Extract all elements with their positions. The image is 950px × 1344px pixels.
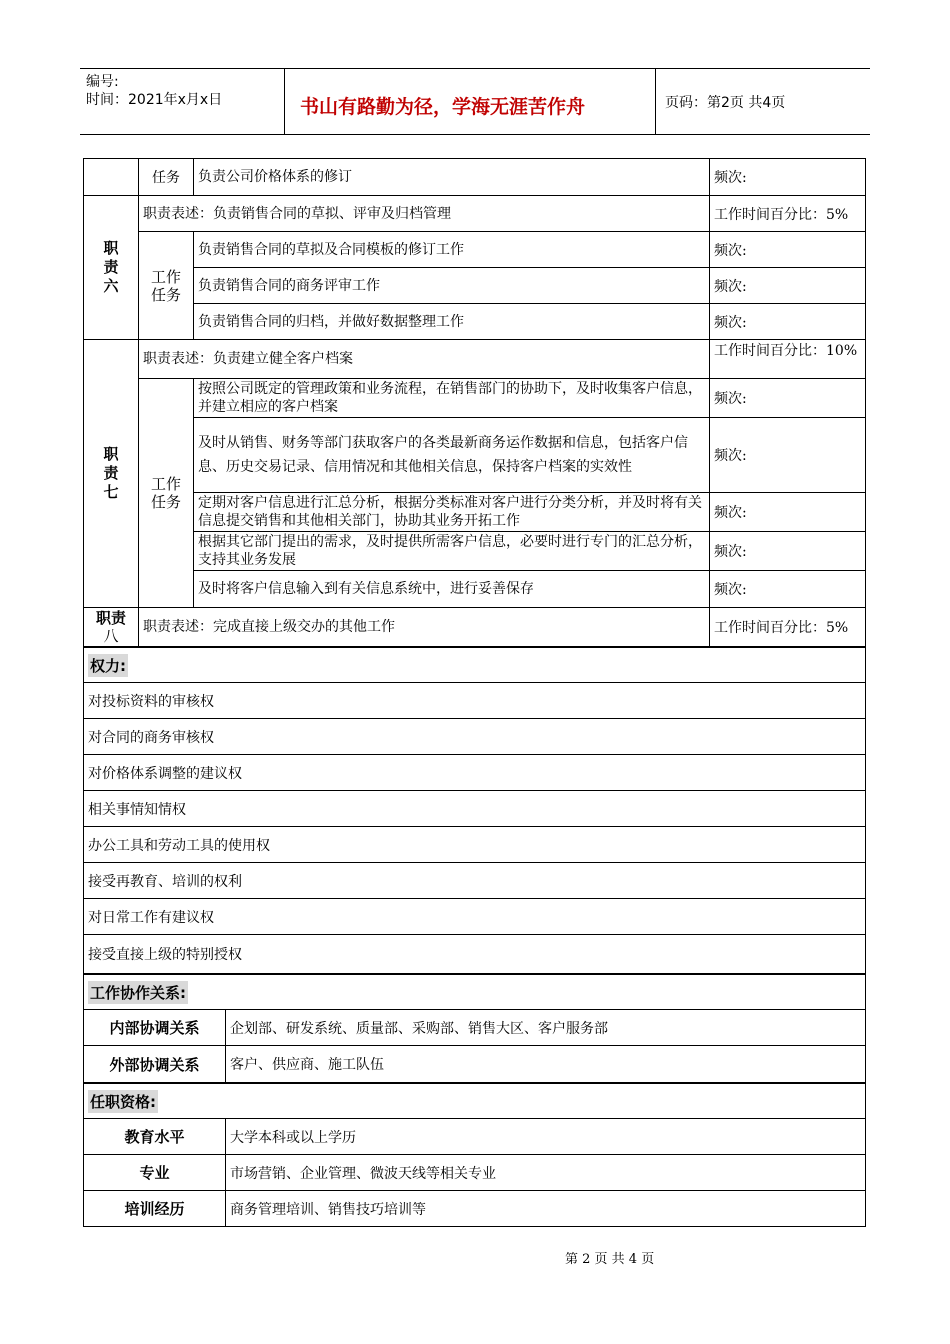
- relations-section-title: [83, 973, 866, 1010]
- duty7-task-freq: 频次:: [714, 544, 747, 560]
- duty7-task-text: 及时将客户信息输入到有关信息系统中，进行妥善保存: [198, 581, 534, 597]
- duty6-task-3: [193, 303, 710, 340]
- duty6-title: [83, 195, 139, 340]
- relation-value-text: 企划部、研发系统、质量部、采购部、销售大区、客户服务部: [230, 1020, 608, 1037]
- power-item-text: 对合同的商务审核权: [88, 729, 214, 746]
- duty6-task-1: [193, 231, 710, 268]
- duty6-task-freq: 频次:: [714, 314, 747, 331]
- qualifications-section-title: [83, 1082, 866, 1119]
- power-item: [83, 754, 866, 791]
- qualification-label-text: 专业: [139, 1164, 170, 1182]
- qualification-label: [83, 1190, 226, 1227]
- duty7-task-2-freq: [709, 417, 866, 493]
- powers-title-text: 权力:: [88, 654, 128, 677]
- duty7-task-freq: 频次:: [714, 391, 747, 407]
- duty6-task-3-freq: [709, 303, 866, 340]
- duty7-task-3-freq: [709, 492, 866, 532]
- relation-value: [225, 1009, 866, 1046]
- duty5-title-cell: [83, 158, 139, 196]
- duty7-task-5: [193, 570, 710, 608]
- power-item-text: 对投标资料的审核权: [88, 693, 214, 710]
- qualification-label-text: 教育水平: [124, 1128, 185, 1146]
- duty8-title-line: 八: [103, 627, 119, 645]
- duty6-task-label-line: 工作: [150, 267, 181, 286]
- duty6-task-2: [193, 267, 710, 304]
- duty7-statement-text: 职责表述：负责建立健全客户档案: [143, 351, 353, 367]
- power-item-text: 接受直接上级的特别授权: [88, 947, 242, 963]
- duty7-task-freq: 频次:: [714, 582, 747, 598]
- header-number-label: 编号:: [86, 74, 119, 90]
- power-item-text: 相关事情知情权: [88, 801, 186, 818]
- power-item-text: 对价格体系调整的建议权: [88, 765, 242, 782]
- power-item: [83, 898, 866, 935]
- power-item-text: 对日常工作有建议权: [88, 909, 214, 926]
- header-top-rule: [80, 68, 870, 69]
- duty7-title-char: 职: [103, 445, 119, 463]
- power-item: [83, 934, 866, 974]
- power-item: [83, 718, 866, 755]
- duty6-task-freq: 频次:: [714, 278, 747, 295]
- duty7-title-char: 七: [103, 483, 119, 501]
- power-item: [83, 682, 866, 719]
- duty7-title: [83, 339, 139, 608]
- duty8-title-line: 职责: [95, 609, 126, 627]
- duty7-task-text: 根据其它部门提出的需求，及时提供所需客户信息，必要时进行专门的汇总分析，支持其业务发展: [198, 534, 702, 568]
- duty6-task-label-line: 任务: [150, 285, 181, 304]
- duty7-task-1-freq: [709, 378, 866, 418]
- duty8-statement: [138, 607, 710, 647]
- power-item-text: 办公工具和劳动工具的使用权: [88, 837, 270, 854]
- duty6-percent: [709, 195, 866, 232]
- duty6-title-char: 六: [103, 277, 119, 295]
- header-divider-right: [655, 68, 656, 135]
- qualification-value: [225, 1190, 866, 1227]
- duty6-task-text: 负责销售合同的归档，并做好数据整理工作: [198, 313, 464, 330]
- duty8-title: [83, 607, 139, 647]
- qualification-value-text: 商务管理培训、销售技巧培训等: [230, 1201, 426, 1218]
- header-motto: 书山有路勤为径，学海无涯苦作舟: [300, 96, 586, 118]
- duty6-task-freq: 频次:: [714, 242, 747, 259]
- relation-label-text: 内部协调关系: [109, 1019, 200, 1037]
- power-item: [83, 790, 866, 827]
- duty6-percent-text: 工作时间百分比：5%: [714, 206, 849, 223]
- duty5-task-text: [193, 158, 710, 196]
- power-item-text: 接受再教育、培训的权利: [88, 873, 242, 890]
- relation-label: [83, 1045, 226, 1083]
- relation-value-text: 客户、供应商、施工队伍: [230, 1057, 384, 1073]
- duty7-task-4: [193, 531, 710, 571]
- duty7-task-2: [193, 417, 710, 493]
- qualification-value-text: 市场营销、企业管理、微波天线等相关专业: [230, 1165, 496, 1182]
- relation-label-text: 外部协调关系: [109, 1055, 200, 1074]
- duty7-percent: [709, 339, 866, 379]
- qualification-label: [83, 1118, 226, 1155]
- qualification-value: [225, 1118, 866, 1155]
- qualification-value-text: 大学本科或以上学历: [230, 1129, 356, 1146]
- duty7-statement: [138, 339, 710, 379]
- duty6-statement: [138, 195, 710, 232]
- duty6-statement-text: 职责表述：负责销售合同的草拟、评审及归档管理: [143, 205, 451, 222]
- power-item: [83, 862, 866, 899]
- header-page-info: 页码：第2页 共4页: [665, 95, 786, 111]
- page-footer: 第 2 页 共 4 页: [565, 1252, 655, 1267]
- duty7-task-label-line: 工作: [150, 475, 181, 493]
- duty6-task-label: [138, 231, 194, 340]
- relation-label: [83, 1009, 226, 1046]
- qualification-value: [225, 1154, 866, 1191]
- duty8-statement-text: 职责表述：完成直接上级交办的其他工作: [143, 619, 395, 635]
- duty5-task-label-text: 任务: [152, 170, 180, 186]
- duty7-task-text: 定期对客户信息进行汇总分析，根据分类标准对客户进行分类分析，并及时将有关信息提交销售和其他相关部门，协助其业务开拓工作: [198, 495, 702, 529]
- duty7-task-text: 按照公司既定的管理政策和业务流程，在销售部门的协助下，及时收集客户信息，并建立相应的客户档案: [198, 381, 702, 415]
- duty6-task-1-freq: [709, 231, 866, 268]
- duty5-task-freq-value: 频次:: [714, 170, 747, 186]
- duty6-task-text: 负责销售合同的商务评审工作: [198, 277, 380, 294]
- duty7-task-freq: 频次:: [714, 505, 747, 521]
- qualification-label-text: 培训经历: [124, 1200, 185, 1218]
- relations-title-text: 工作协作关系:: [88, 981, 188, 1004]
- duty7-task-3: [193, 492, 710, 532]
- duty7-task-5-freq: [709, 570, 866, 608]
- duty5-task-text-value: 负责公司价格体系的修订: [198, 169, 352, 185]
- duty6-task-text: 负责销售合同的草拟及合同模板的修订工作: [198, 241, 464, 258]
- duty7-title-char: 责: [103, 464, 119, 482]
- relation-value: [225, 1045, 866, 1083]
- duty7-task-label-line: 任务: [150, 493, 181, 511]
- duty6-title-char: 职: [103, 239, 119, 257]
- duty7-task-label: [138, 378, 194, 608]
- duty7-task-freq: 频次:: [714, 448, 747, 464]
- duty6-title-char: 责: [103, 258, 119, 276]
- duty7-task-4-freq: [709, 531, 866, 571]
- duty7-task-1: [193, 378, 710, 418]
- qualification-label: [83, 1154, 226, 1191]
- duty7-task-text: 及时从销售、财务等部门获取客户的各类最新商务运作数据和信息，包括客户信息、历史交易记录、信用情况和其他相关信息，保持客户档案的实效性: [198, 435, 688, 475]
- duty5-task-label: [138, 158, 194, 196]
- duty7-percent-text: 工作时间百分比：10%: [714, 343, 858, 359]
- header-time: 时间：2021年x月x日: [86, 92, 223, 108]
- duty5-task-freq: [709, 158, 866, 196]
- duty6-task-2-freq: [709, 267, 866, 304]
- power-item: [83, 826, 866, 863]
- powers-section-title: [83, 646, 866, 683]
- header-bottom-rule: [80, 134, 870, 135]
- qualifications-title-text: 任职资格:: [88, 1090, 158, 1113]
- header-divider-left: [284, 68, 285, 135]
- duty8-percent: [709, 607, 866, 647]
- duty8-percent-text: 工作时间百分比：5%: [714, 620, 849, 636]
